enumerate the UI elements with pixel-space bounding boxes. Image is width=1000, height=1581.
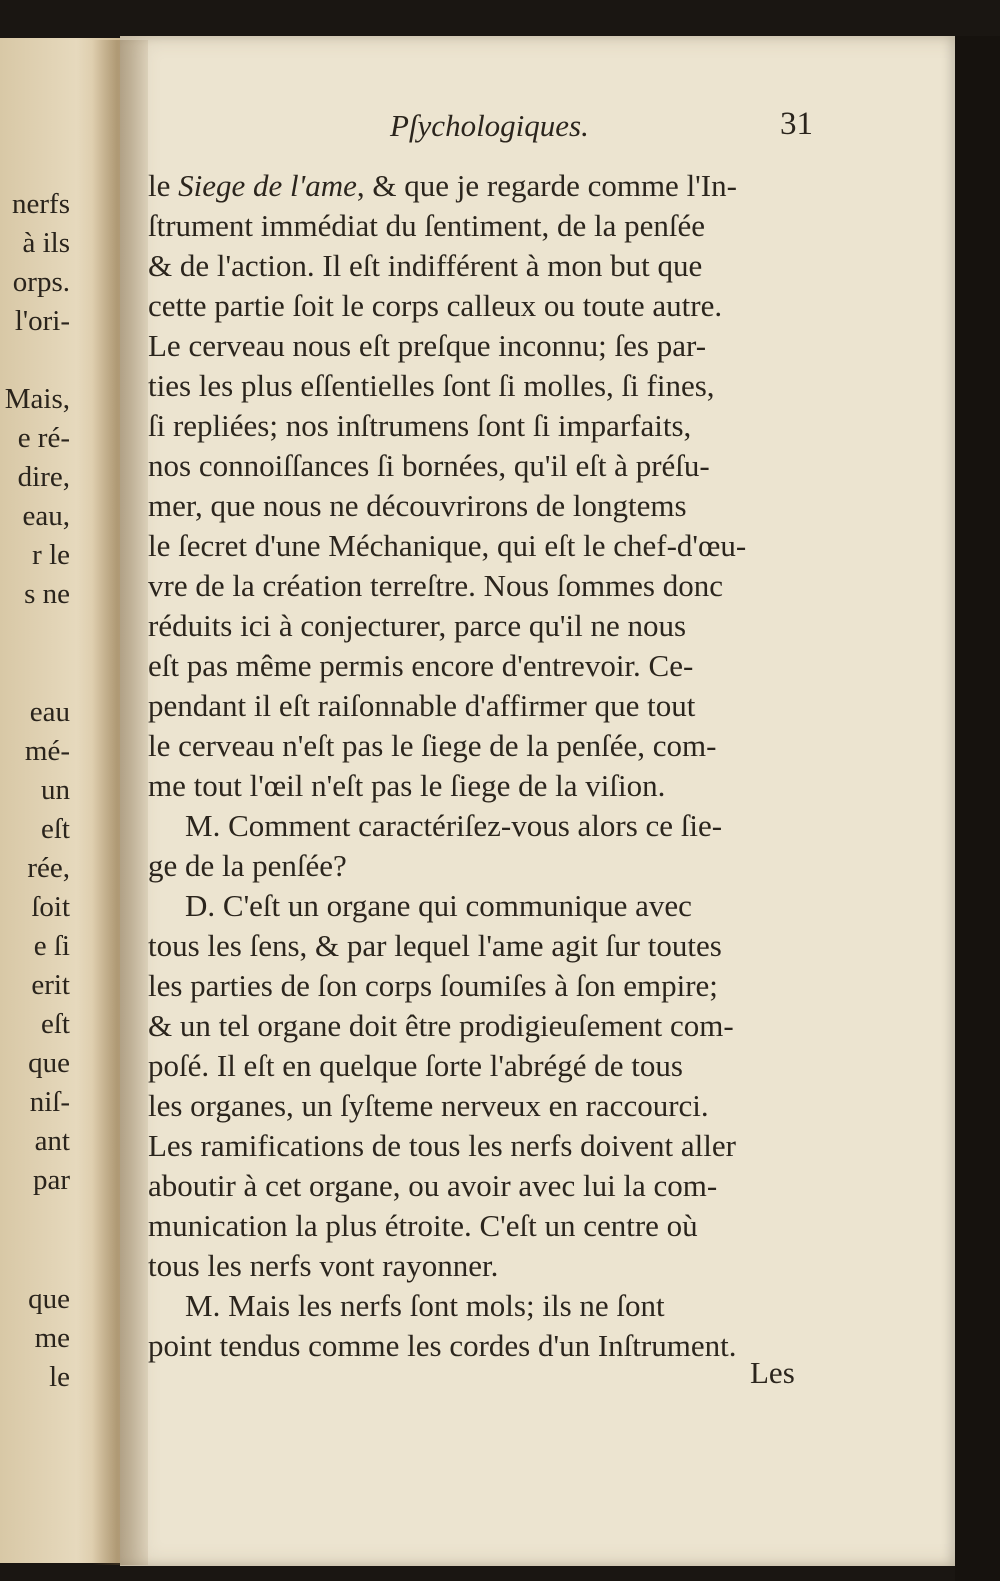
left-fragment: ant bbox=[34, 1125, 70, 1157]
left-fragment: Mais, bbox=[4, 383, 70, 415]
text-line: le cerveau n'eſt pas le ſiege de la penſée, com- bbox=[148, 728, 717, 763]
text-line: eſt pas même permis encore d'entrevoir. Ce- bbox=[148, 648, 694, 683]
left-fragment: un bbox=[41, 774, 70, 806]
left-fragment: nerfs bbox=[12, 188, 70, 220]
text-line: poſé. Il eſt en quelque ſorte l'abrégé de tous bbox=[148, 1048, 683, 1083]
text-line: aboutir à cet organe, ou avoir avec lui la com- bbox=[148, 1168, 718, 1203]
text-line: D. C'eſt un organe qui communique avec bbox=[185, 888, 692, 923]
text-line: point tendus comme les cordes d'un Inſtrument. bbox=[148, 1328, 737, 1363]
text-line: ties les plus eſſentielles ſont ſi molles, ſi fines, bbox=[148, 368, 715, 403]
text-line: ſtrument immédiat du ſentiment, de la penſée bbox=[148, 208, 705, 243]
text-line: tous les nerfs vont rayonner. bbox=[148, 1248, 499, 1283]
text-line: Les ramifications de tous les nerfs doivent aller bbox=[148, 1128, 736, 1163]
italic-phrase: Siege de l'ame bbox=[178, 168, 357, 203]
page-edge-shadow bbox=[955, 36, 1000, 1581]
text-line: & un tel organe doit être prodigieuſement com- bbox=[148, 1008, 734, 1043]
page-number: 31 bbox=[780, 106, 813, 142]
left-fragment: e ſi bbox=[33, 930, 70, 962]
text-line: M. Comment caractériſez-vous alors ce ſie- bbox=[185, 808, 723, 843]
left-fragment: eſt bbox=[41, 813, 70, 845]
text-line: me tout l'œil n'eſt pas le ſiege de la viſion. bbox=[148, 768, 666, 803]
text-line: cette partie ſoit le corps calleux ou toute autre. bbox=[148, 288, 723, 323]
left-fragment: orps. bbox=[12, 266, 70, 298]
left-fragment: erit bbox=[31, 969, 70, 1001]
left-fragment: niſ- bbox=[29, 1086, 70, 1118]
text-line: Le cerveau nous eſt preſque inconnu; ſes par- bbox=[148, 328, 707, 363]
left-fragment: dire, bbox=[17, 461, 70, 493]
text-line: ge de la penſée? bbox=[148, 848, 347, 883]
text-line: ſi repliées; nos inſtrumens ſont ſi imparfaits, bbox=[148, 408, 692, 443]
running-head: Pſychologiques. bbox=[390, 108, 589, 143]
catchword: Les bbox=[750, 1355, 795, 1390]
text-line: pendant il eſt raiſonnable d'affirmer que tout bbox=[148, 688, 696, 723]
left-fragment: rée, bbox=[27, 852, 70, 884]
text-line: les parties de ſon corps ſoumiſes à ſon empire; bbox=[148, 968, 718, 1003]
left-fragment: ſoit bbox=[31, 891, 70, 923]
left-fragment: s ne bbox=[24, 578, 70, 610]
left-fragment: l'ori- bbox=[14, 305, 70, 337]
text-line: M. Mais les nerfs ſont mols; ils ne ſont bbox=[185, 1288, 665, 1323]
text-line: & de l'action. Il eſt indifférent à mon but que bbox=[148, 248, 703, 283]
left-fragment: mé- bbox=[24, 735, 70, 767]
text-line: les organes, un ſyſteme nerveux en raccourci. bbox=[148, 1088, 709, 1123]
text-line: le Siege de l'ame, & que je regarde comme l'In- bbox=[148, 168, 737, 203]
text-line: nos connoiſſances ſi bornées, qu'il eſt à préſu- bbox=[148, 448, 710, 483]
text-line: tous les ſens, & par lequel l'ame agit ſur toutes bbox=[148, 928, 722, 963]
left-fragment: eau bbox=[29, 696, 70, 728]
left-fragment: r le bbox=[32, 539, 70, 571]
text-line: vre de la création terreſtre. Nous ſommes donc bbox=[148, 568, 723, 603]
text-line: munication la plus étroite. C'eſt un centre où bbox=[148, 1208, 698, 1243]
left-fragment: par bbox=[32, 1164, 70, 1196]
left-fragment: que bbox=[28, 1047, 70, 1079]
left-fragment: le bbox=[49, 1361, 70, 1393]
left-fragment: e ré- bbox=[17, 422, 70, 454]
left-fragment: me bbox=[34, 1322, 70, 1354]
left-fragment: que bbox=[28, 1283, 70, 1315]
left-page bbox=[0, 38, 128, 1563]
text-line: le ſecret d'une Méchanique, qui eſt le chef-d'œu- bbox=[148, 528, 747, 563]
left-fragment: eau, bbox=[22, 500, 70, 532]
text-line: réduits ici à conjecturer, parce qu'il ne nous bbox=[148, 608, 687, 643]
left-fragment: eſt bbox=[41, 1008, 70, 1040]
text-line: mer, que nous ne découvrirons de longtems bbox=[148, 488, 687, 523]
left-fragment: à ils bbox=[22, 227, 70, 259]
